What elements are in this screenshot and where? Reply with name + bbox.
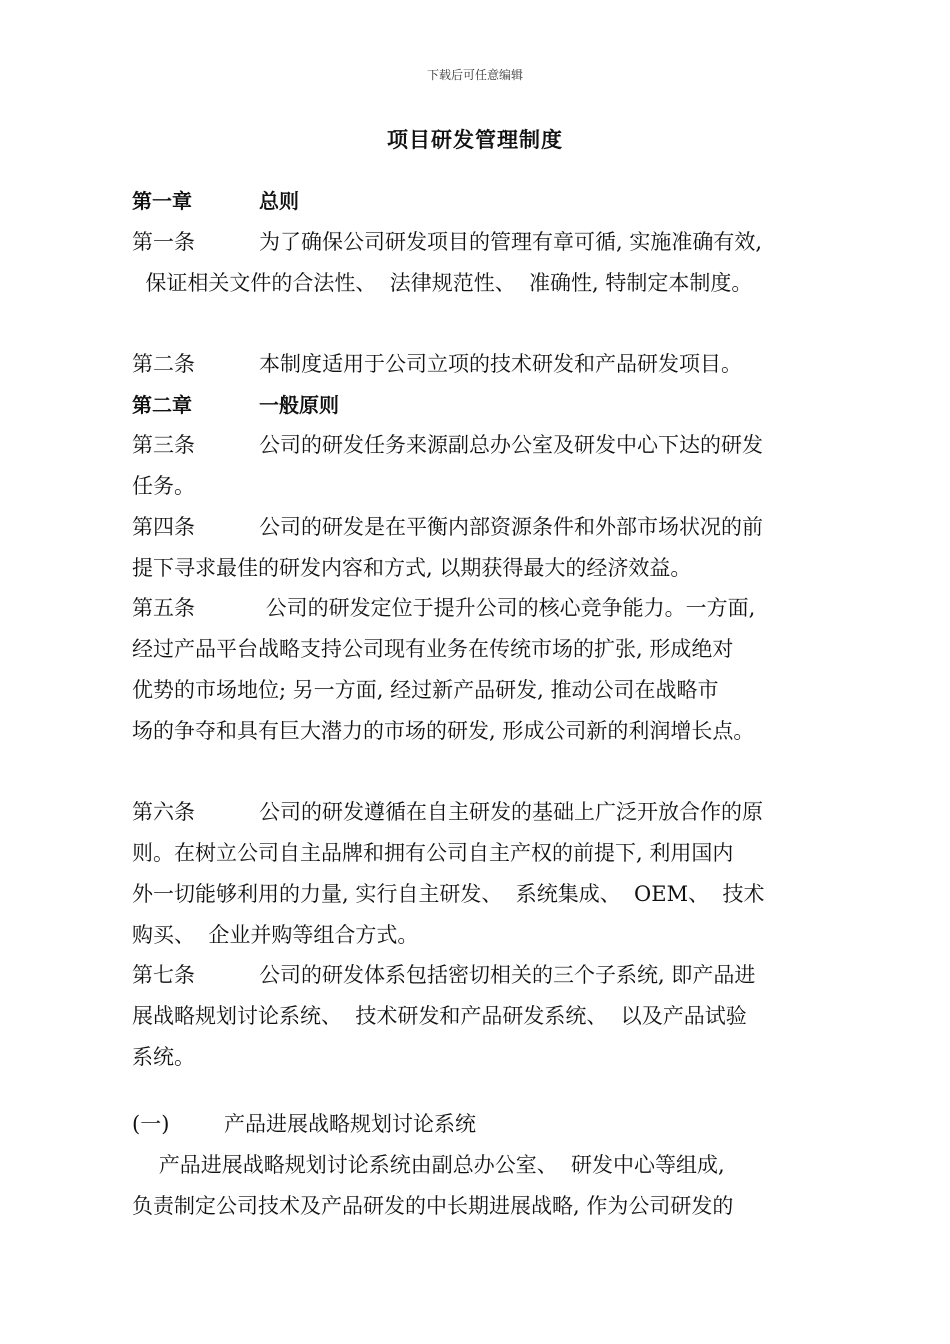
- line-text: 总则: [259, 189, 299, 213]
- paragraph-line: [132, 1001, 852, 1031]
- header-note: 下载后可任意编辑: [426, 68, 523, 82]
- paragraph-line: [132, 879, 852, 909]
- line-text: 公司的研发任务来源副总办公室及研发中心下达的研发: [259, 433, 763, 457]
- paragraph-line: [132, 838, 852, 868]
- paragraph-line: [132, 1191, 852, 1221]
- article-line: [132, 960, 852, 990]
- line-text: 任务。: [132, 474, 195, 498]
- line-label: 第一条: [132, 230, 195, 254]
- article-line: [132, 227, 852, 257]
- line-text: 产品进展战略规划讨论系统: [224, 1112, 476, 1136]
- line-label: 第一章: [132, 189, 192, 213]
- line-text: 为了确保公司研发项目的管理有章可循, 实施准确有效,: [259, 230, 763, 254]
- chapter-heading: [132, 186, 852, 216]
- section-heading: [132, 1109, 852, 1139]
- article-line: [132, 512, 852, 542]
- line-label: 第四条: [132, 515, 195, 539]
- line-text: 提下寻求最佳的研发内容和方式, 以期获得最大的经济效益。: [132, 556, 692, 580]
- paragraph-line: [132, 920, 852, 950]
- document-title: 项目研发管理制度: [387, 128, 563, 152]
- paragraph-line: [132, 675, 852, 705]
- article-line: [132, 593, 852, 623]
- line-text: 经过产品平台战略支持公司现有业务在传统市场的扩张, 形成绝对: [132, 637, 734, 661]
- line-text: 则。在树立公司自主品牌和拥有公司自主产权的前提下, 利用国内: [132, 841, 734, 865]
- line-label: (一): [132, 1112, 170, 1136]
- line-text: 负责制定公司技术及产品研发的中长期进展战略, 作为公司研发的: [132, 1194, 734, 1218]
- article-line: [132, 797, 852, 827]
- paragraph-line: [132, 1042, 852, 1072]
- line-text: 系统。: [132, 1045, 195, 1069]
- line-label: 第六条: [132, 800, 195, 824]
- line-label: 第五条: [132, 596, 195, 620]
- line-text: 保证相关文件的合法性、 法律规范性、 准确性, 特制定本制度。: [132, 271, 753, 295]
- line-label: 第二条: [132, 352, 195, 376]
- line-text: 场的争夺和具有巨大潜力的市场的研发, 形成公司新的利润增长点。: [132, 719, 755, 743]
- chapter-heading: [132, 390, 852, 420]
- article-line: [132, 349, 852, 379]
- paragraph-line: [132, 1150, 852, 1180]
- line-text: 公司的研发定位于提升公司的核心竞争能力。一方面,: [259, 596, 756, 620]
- line-label: 第三条: [132, 433, 195, 457]
- line-text: 展战略规划讨论系统、 技术研发和产品研发系统、 以及产品试验: [132, 1004, 747, 1028]
- line-text: 本制度适用于公司立项的技术研发和产品研发项目。: [259, 352, 742, 376]
- line-label: 第二章: [132, 393, 192, 417]
- paragraph-line: [132, 471, 852, 501]
- line-text: 一般原则: [259, 393, 339, 417]
- line-label: 第七条: [132, 963, 195, 987]
- paragraph-line: [132, 268, 852, 298]
- line-text: 外一切能够利用的力量, 实行自主研发、 系统集成、 OEM、 技术: [132, 882, 765, 906]
- line-text: 购买、 企业并购等组合方式。: [132, 923, 419, 947]
- paragraph-line: [132, 553, 852, 583]
- line-text: 产品进展战略规划讨论系统由副总办公室、 研发中心等组成,: [132, 1153, 725, 1177]
- line-text: 公司的研发遵循在自主研发的基础上广泛开放合作的原: [259, 800, 763, 824]
- line-text: 优势的市场地位; 另一方面, 经过新产品研发, 推动公司在战略市: [132, 678, 719, 702]
- paragraph-line: [132, 716, 852, 746]
- line-text: 公司的研发是在平衡内部资源条件和外部市场状况的前: [259, 515, 763, 539]
- paragraph-line: [132, 634, 852, 664]
- line-text: 公司的研发体系包括密切相关的三个子系统, 即产品进: [259, 963, 756, 987]
- article-line: [132, 430, 852, 460]
